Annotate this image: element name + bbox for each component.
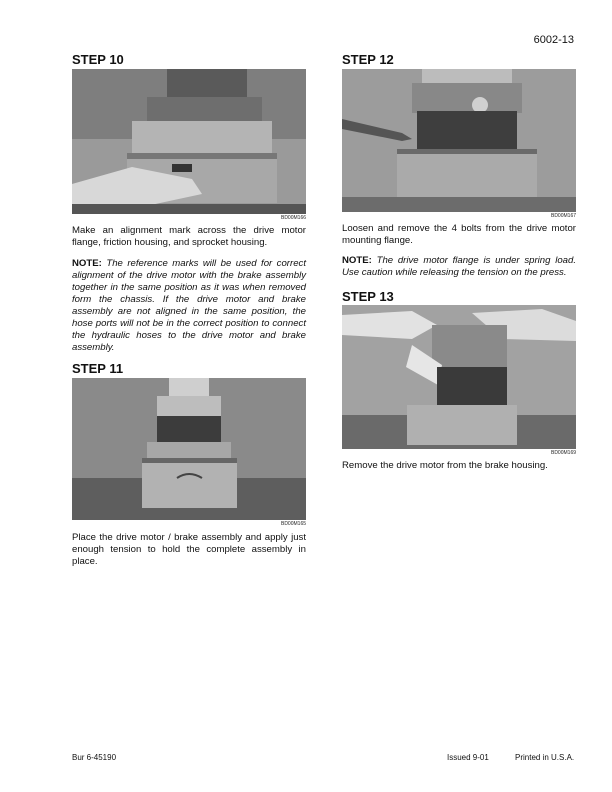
step-12-photo-code: BD00M167 [550, 213, 576, 219]
step-12-photo [342, 69, 576, 212]
page-number: 6002-13 [533, 34, 574, 46]
step-10-note [72, 258, 306, 354]
step-10-title: STEP 10 [72, 52, 124, 67]
step-12-note-text: The drive motor flange is under spring load. Use caution while releasing the tension on the press. [342, 255, 576, 278]
step-11-photo [72, 378, 306, 520]
step-10-photo [72, 69, 306, 214]
step-12-title: STEP 12 [342, 52, 394, 67]
step-13-photo-code: BD00M169 [550, 450, 576, 456]
issued-date: Issued 9-01 [447, 753, 489, 762]
printed-in: Printed in U.S.A. [515, 753, 575, 762]
step-11-title: STEP 11 [72, 361, 124, 376]
doc-number: Bur 6-45190 [72, 753, 117, 762]
step-10-photo-code: BD00M166 [280, 215, 306, 221]
step-11-photo-code: BD00M165 [280, 521, 306, 527]
step-12-text: Loosen and remove the 4 bolts from the drive motor mounting flange. [342, 223, 576, 246]
step-13-photo [342, 305, 576, 449]
step-10-note-text: The reference marks will be used for correct alignment of the drive motor with the brake assembly together in the same position as it was when removed form the chassis. If the drive motor and brake assembly are not aligned in the same position, the hose ports will not be in the correct position to connect the hydraulic hoses to the drive motor and brake assembly. [72, 258, 306, 353]
step-11-text: Place the drive motor / brake assembly and apply just enough tension to hold the complete assembly in place. [72, 532, 306, 567]
step-10-note-label: NOTE: [72, 258, 102, 269]
step-13-title: STEP 13 [342, 289, 394, 304]
step-13-text: Remove the drive motor from the brake housing. [342, 460, 548, 471]
step-12-note-label: NOTE: [342, 255, 372, 266]
step-12-note [342, 255, 576, 279]
step-10-text: Make an alignment mark across the drive motor flange, friction housing, and sprocket housing. [72, 225, 306, 248]
